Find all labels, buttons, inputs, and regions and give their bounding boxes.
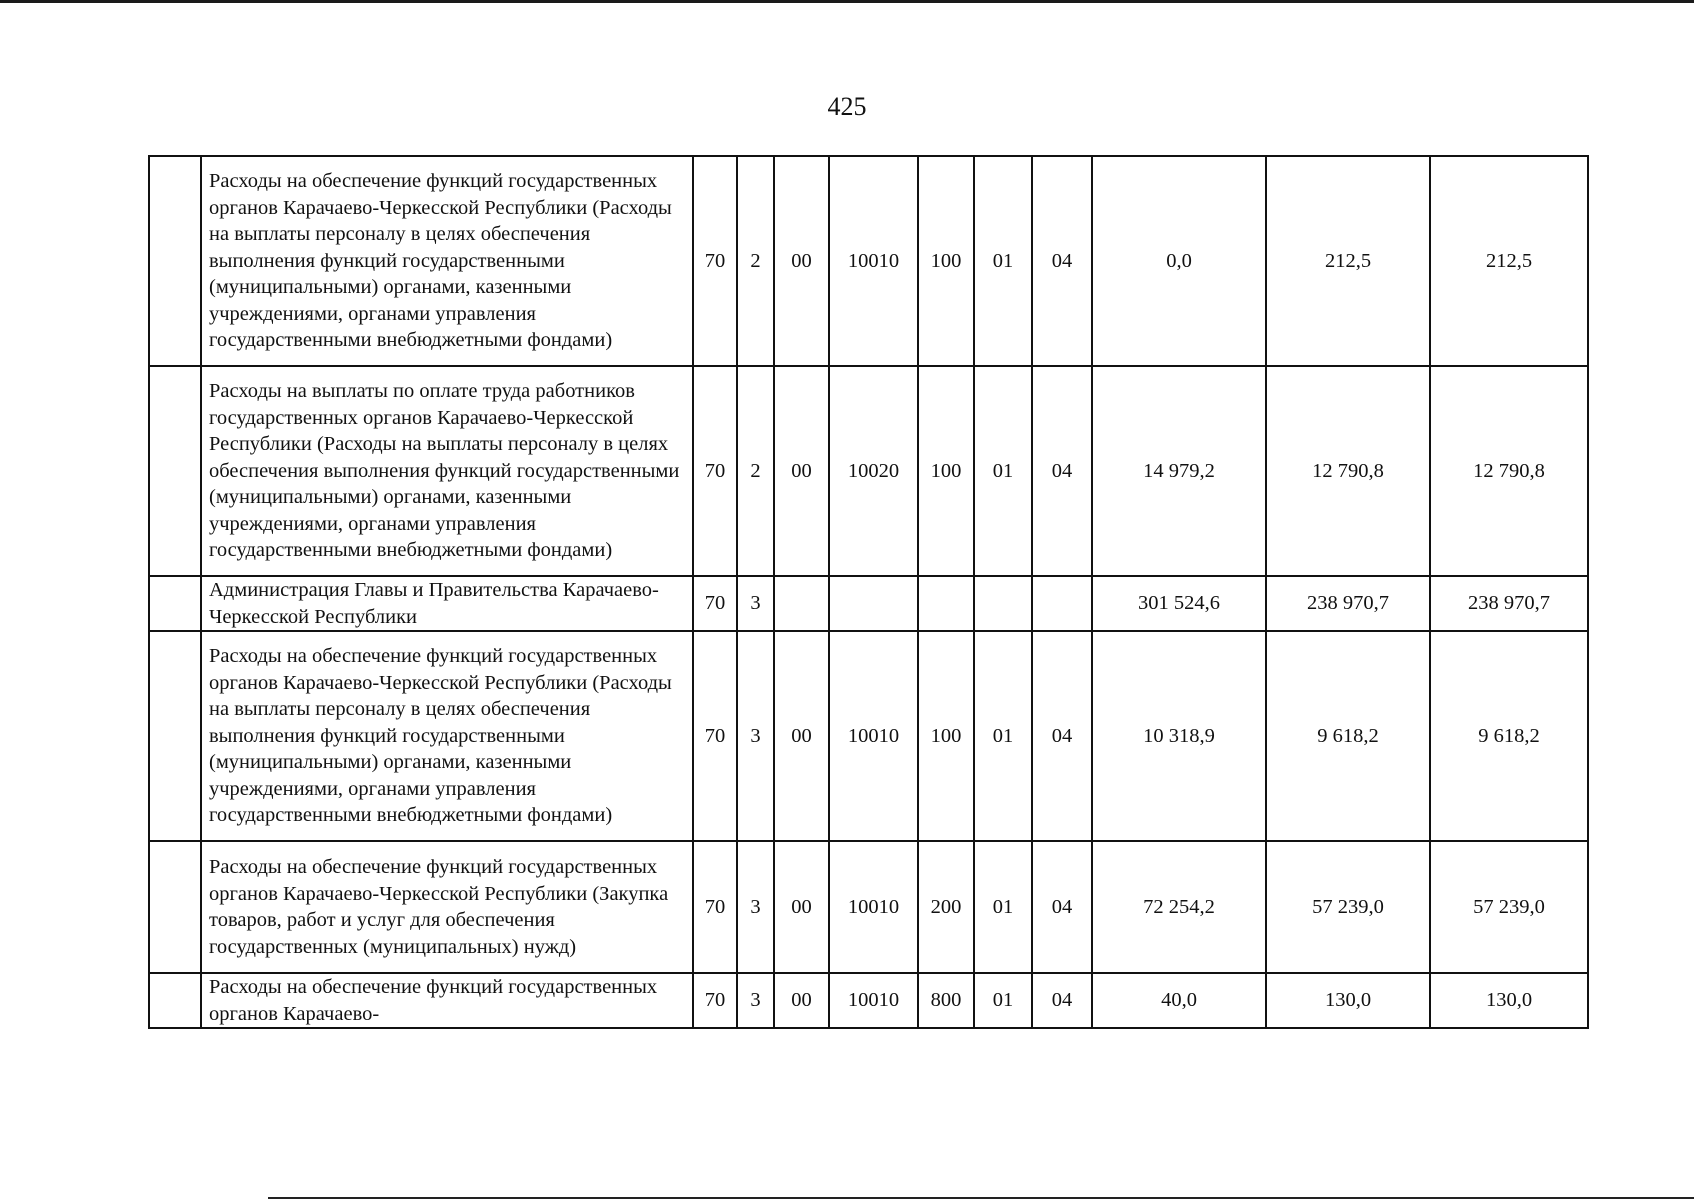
- code-cell: 10010: [829, 841, 918, 973]
- code-cell: 10020: [829, 366, 918, 576]
- code-cell: 70: [693, 156, 737, 366]
- row-description: Расходы на обеспечение функций государственных органов Карачаево-Черкесской Республики (Закупка товаров, работ и услуг для обеспечения государственных (муниципальных) нужд): [201, 841, 693, 973]
- code-cell: 100: [918, 631, 974, 841]
- code-cell: 2: [737, 366, 774, 576]
- code-cell: 70: [693, 576, 737, 631]
- code-cell: 3: [737, 576, 774, 631]
- amount-cell: 12 790,8: [1430, 366, 1588, 576]
- code-cell: 04: [1032, 631, 1092, 841]
- amount-cell: 12 790,8: [1266, 366, 1430, 576]
- empty-index-cell: [149, 841, 201, 973]
- table-row: [149, 156, 1588, 366]
- code-cell: [1032, 576, 1092, 631]
- empty-index-cell: [149, 631, 201, 841]
- empty-index-cell: [149, 156, 201, 366]
- amount-cell: 212,5: [1430, 156, 1588, 366]
- budget-table: [148, 155, 1589, 1029]
- code-cell: 04: [1032, 366, 1092, 576]
- code-cell: 800: [918, 973, 974, 1028]
- table-row: [149, 631, 1588, 841]
- code-cell: 3: [737, 973, 774, 1028]
- amount-cell: 9 618,2: [1266, 631, 1430, 841]
- amount-cell: 238 970,7: [1266, 576, 1430, 631]
- code-cell: 100: [918, 156, 974, 366]
- amount-cell: 10 318,9: [1092, 631, 1266, 841]
- row-description: Расходы на выплаты по оплате труда работников государственных органов Карачаево-Черкесской Республики (Расходы на выплаты персоналу в целях обеспечения выполнения функций государственными (муниципальными) органами, казенными учреждениями, органами управления государственными внебюджетными фондами): [201, 366, 693, 576]
- amount-cell: 9 618,2: [1430, 631, 1588, 841]
- row-description: Расходы на обеспечение функций государственных органов Карачаево-: [201, 973, 693, 1028]
- code-cell: [974, 576, 1032, 631]
- table-row: [149, 576, 1588, 631]
- code-cell: 10010: [829, 156, 918, 366]
- code-cell: 00: [774, 631, 829, 841]
- code-cell: 01: [974, 366, 1032, 576]
- code-cell: 01: [974, 631, 1032, 841]
- code-cell: 00: [774, 366, 829, 576]
- code-cell: 10010: [829, 973, 918, 1028]
- code-cell: 100: [918, 366, 974, 576]
- code-cell: [829, 576, 918, 631]
- code-cell: 04: [1032, 156, 1092, 366]
- code-cell: 2: [737, 156, 774, 366]
- code-cell: 70: [693, 973, 737, 1028]
- code-cell: [774, 576, 829, 631]
- code-cell: 00: [774, 156, 829, 366]
- code-cell: 01: [974, 841, 1032, 973]
- amount-cell: 40,0: [1092, 973, 1266, 1028]
- amount-cell: 238 970,7: [1430, 576, 1588, 631]
- code-cell: 00: [774, 841, 829, 973]
- empty-index-cell: [149, 973, 201, 1028]
- code-cell: 01: [974, 973, 1032, 1028]
- empty-index-cell: [149, 576, 201, 631]
- amount-cell: 130,0: [1266, 973, 1430, 1028]
- code-cell: 200: [918, 841, 974, 973]
- code-cell: 00: [774, 973, 829, 1028]
- code-cell: 70: [693, 841, 737, 973]
- code-cell: [918, 576, 974, 631]
- code-cell: 01: [974, 156, 1032, 366]
- empty-index-cell: [149, 366, 201, 576]
- amount-cell: 14 979,2: [1092, 366, 1266, 576]
- code-cell: 3: [737, 631, 774, 841]
- code-cell: 3: [737, 841, 774, 973]
- top-border-line: [0, 0, 1694, 3]
- code-cell: 70: [693, 366, 737, 576]
- code-cell: 04: [1032, 841, 1092, 973]
- bottom-border-line: [268, 1197, 1694, 1199]
- table-row: [149, 841, 1588, 973]
- amount-cell: 57 239,0: [1430, 841, 1588, 973]
- amount-cell: 0,0: [1092, 156, 1266, 366]
- amount-cell: 212,5: [1266, 156, 1430, 366]
- row-description: Администрация Главы и Правительства Карачаево-Черкесской Республики: [201, 576, 693, 631]
- table-row: [149, 973, 1588, 1028]
- amount-cell: 301 524,6: [1092, 576, 1266, 631]
- row-description: Расходы на обеспечение функций государственных органов Карачаево-Черкесской Республики (Расходы на выплаты персоналу в целях обеспечения выполнения функций государственными (муниципальными) органами, казенными учреждениями, органами управления государственными внебюджетными фондами): [201, 156, 693, 366]
- row-description: Расходы на обеспечение функций государственных органов Карачаево-Черкесской Республики (Расходы на выплаты персоналу в целях обеспечения выполнения функций государственными (муниципальными) органами, казенными учреждениями, органами управления государственными внебюджетными фондами): [201, 631, 693, 841]
- code-cell: 04: [1032, 973, 1092, 1028]
- amount-cell: 72 254,2: [1092, 841, 1266, 973]
- code-cell: 10010: [829, 631, 918, 841]
- code-cell: 70: [693, 631, 737, 841]
- page-number: 425: [827, 92, 867, 121]
- amount-cell: 57 239,0: [1266, 841, 1430, 973]
- table-row: [149, 366, 1588, 576]
- amount-cell: 130,0: [1430, 973, 1588, 1028]
